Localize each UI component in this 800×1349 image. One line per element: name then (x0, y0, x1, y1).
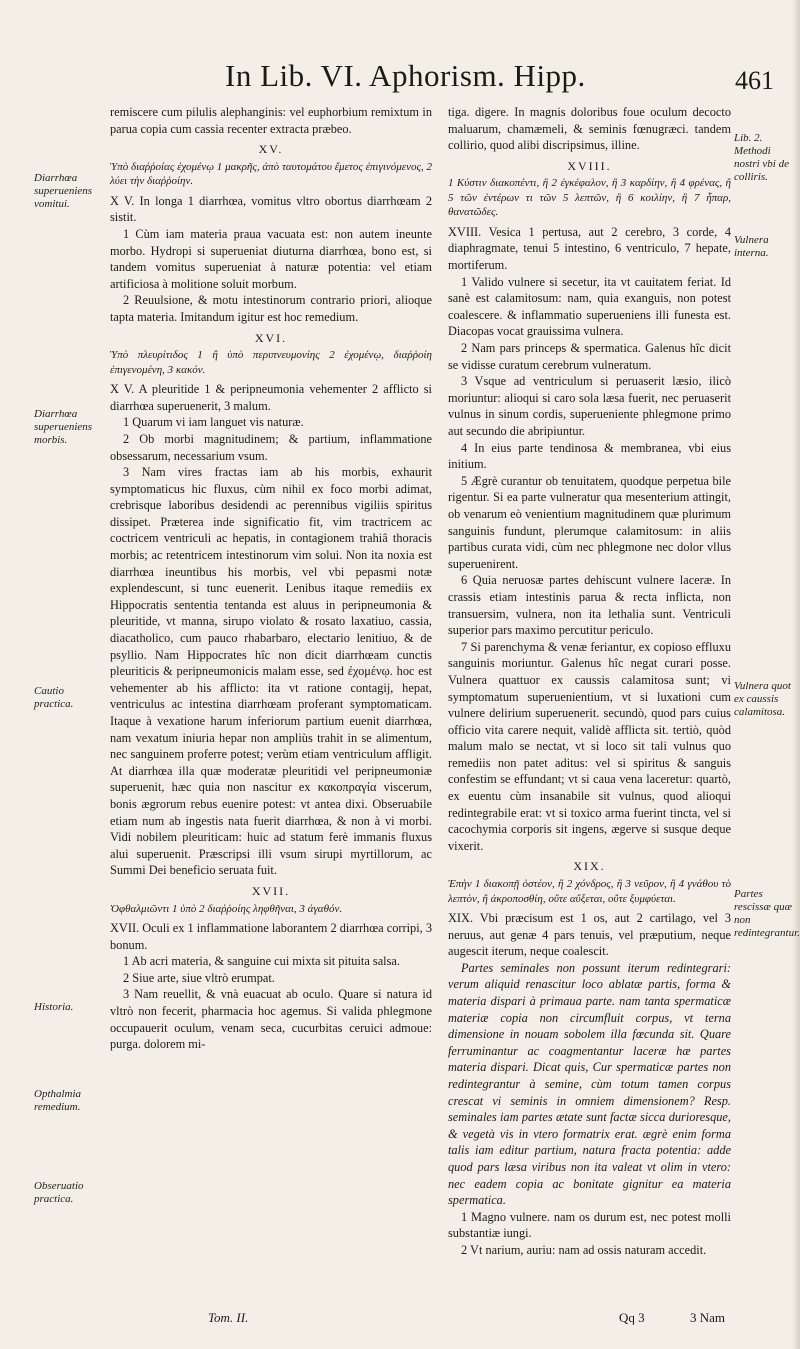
margin-note: Diarrhœa superueniens vomitui. (34, 172, 93, 210)
margin-note: Lib. 2. Methodi nostri vbi de colliris. (734, 132, 789, 183)
commentary-paragraph: 3 Vsque ad ventriculum si peruaserit læsio, ilicò moriuntur: alioqui si caro sola læsa fuerit, nec peruaserit vulnus in sinum cordis, superueniente phlegmone primo aut secundo die abripiuntur. (448, 374, 731, 438)
commentary-paragraph: 4 In eius parte tendinosa & membranea, vbi eius initium. (448, 440, 731, 472)
greek-aphorism-text: 1 Κύστιν διακοπέντι, ἢ 2 ἐγκέφαλον, ἢ 3 καρδίην, ἢ 4 φρένας, ἢ 5 τῶν ἐντέρων τι τῶν 5 λεπτῶν, ἢ 6 κοιλίην, ἢ 7 ἧπαρ, θανατῶδες. (448, 177, 731, 219)
greek-aphorism-text: Ὑπὸ διαῤῥοίας ἐχομένῳ 1 μακρῆς, ἀπὸ ταυτομάτου ἔμετος ἐπιγινόμενος, 2 λύει τὴν διαῤῥοίην. (110, 160, 432, 188)
margin-note: Cautio practica. (34, 685, 74, 710)
greek-aphorism-text: Ὀφθαλμιῶντι 1 ὑπὸ 2 διαῤῥοίης ληφθῆναι, 3 ἀγαθόν. (110, 902, 343, 915)
page-edge (792, 0, 800, 1349)
page-header (0, 58, 800, 98)
commentary-paragraph: 2 Reuulsione, & motu intestinorum contrario priori, alioque tapta materia. Imitandum igitur est hoc remedium. (110, 293, 432, 324)
commentary-paragraph: 2 Nam pars princeps & spermatica. Galenus hîc dicit se vidisse curatum cerebrum vulneratum. (448, 341, 731, 372)
commentary-paragraph: 7 Si parenchyma & venæ feriantur, ex copioso effluxu sanguinis moriuntur. Galenus hîc negat curari posse. Vulnera quattuor ex caussis calamitosa sunt; vi symptomatum superuenientium, vt si luxationi cum vulnere delirium superuenerit. secundò, quod pars cuius officio vita carere nequit, validè afflicta sit. tertiò, quòd malum malo se nectat, vt si loco sit tali vulnus quo remediis non patet aditus: vel si spiritus & sanguis confestim se effundant; vt si caua vena laceretur: quartò, ex euentu cùm insanabile sit vulnus, quod alioqui redintegrabile erat: vt si toxico arma fuerint tincta, vel si cacochymia corporis sit ingens, ægerve si susque deque vixerit. (448, 639, 731, 853)
aphorism-number: XVII. (251, 883, 291, 898)
commentary-paragraph: 2 Vt narium, auriu: nam ad ossis naturam accedit. (461, 1242, 707, 1257)
commentary-paragraph: 1 Ab acri materia, & sanguine cui mixta sit pituita salsa. (123, 954, 400, 969)
running-title: In Lib. VI. Aphorism. Hipp. (225, 58, 586, 93)
commentary-paragraph: XVIII. Vesica 1 pertusa, aut 2 cerebro, 3 corde, 4 diaphragmate, tenui 5 intestino, 6 ventriculo, 7 hepate, mortiferum. (448, 224, 731, 273)
commentary-paragraph: 3 Nam vires fractas iam ab his morbis, exhaurit symptomaticus hic fluxus, cùm nihil ex foco morbi adimat, crebrisque laboribus desidendi ac perennibus vigiliis spiritus dissipet. Præterea inde significatio fit, vim tractricem ac coctricem ventriculi ac hepatis, in contagionem trahiâ thoracis morbis; ac retentricem intestinorum vim solui. Non ita noxia est diarrhœa ineuntibus his morbis, vel vbi pepasmi notæ explendescunt, si tunc euenerit. Lenibus itaque remediis ex Hippocratis sententia tentanda est aluus in peripneumonia & pleuritide, vt manna, sirupo violato & rosato laxatiuo, cassia, diacatholico, cum pauco rhabarbaro, electario lenitiuo, & de psyllio. Nam Hippocrates hîc non dicit diarrhœam cunctis pleuriticis & peripneumonicis malam esse, sed ἐχομένῳ. hoc est vehementer ab his afflicto: ita vt ratione contagij, hepat, ventriculus ac intestina diarrhœam proferant symptomaticam. Itaque à vexatione harum inferiorum partium euenit diarrhœa, nam vexatum iniuria hepar non ampliùs trahit in se alimentum, nec sanguinem proferre potest; verùm etiam ventriculum affligit. At diarrhœa illa quæ moderatæ pleuritidi vel peripneumoniæ superuenit, hæc quia non nascitur ex κακοπραγία viscerum, bonis ægrorum rebus euenire potest: vt antea dixi. Obseruabile etiam num ab ingestis nata fuerit diarrhœa, & non à vi morbi. Vidi nobilem pleuriticam: huic ad statum ferè immanis fluxus alui superuenit. Præscripsi illi vsum sirupi myrtillorum, ac Summi Dei beneficio seruata fuit. (110, 465, 432, 878)
catchword: 3 Nam (690, 1310, 726, 1325)
commentary-paragraph: 6 Quia neruosæ partes dehiscunt vulnere laceræ. In crassis etiam intestinis parua & recta inflicta, non transuersim, vulnera, non ita lethalia sunt. Ventriculi superior pars maximo percutitur periculo. (448, 573, 731, 638)
gathering-mark: Qq 3 (619, 1310, 645, 1325)
margin-note: Obseruatio practica. (34, 1180, 84, 1205)
commentary-paragraph: 5 Ægrè curantur ob tenuitatem, quodque perpetua bile rigentur. Si ea parte vulneratur qua mesenterium attingit, ob venarum eò venientium magnitudinem quæ plurimum sanguinis fundunt, plerumque calamitosum: in aliis partibus curata vidi, cùm nec phlegmone nec dolor vllus superuenirent. (448, 473, 731, 571)
commentary-paragraph: 1 Magno vulnere. nam os durum est, nec potest molli substantiæ iungi. (448, 1209, 731, 1241)
commentary-paragraph: X V. In longa 1 diarrhœa, vomitus vltro obortus diarrhœam 2 sistit. (110, 193, 432, 225)
right-text-column (448, 104, 731, 1259)
margin-note: Vulnera interna. (734, 234, 769, 259)
margin-note: Vulnera quot ex caussis calamitosa. (734, 680, 791, 718)
commentary-paragraph: 2 Siue arte, siue vltrò erumpat. (123, 970, 275, 985)
page-footer (0, 1310, 800, 1330)
margin-note: Diarrhœa superueniens morbis. (34, 408, 93, 446)
margin-note: Historia. (34, 1001, 74, 1013)
commentary-paragraph: remiscere cum pilulis alephanginis: vel euphorbium remixtum in parua copia cum cassia recenter extracta præbeo. (110, 105, 432, 136)
commentary-paragraph: 2 Ob morbi magnitudinem; & partium, inflammatione obsessarum, necessarium vsum. (110, 431, 432, 463)
volume-signature: Tom. II. (208, 1310, 249, 1325)
page-number: 461 (735, 66, 774, 95)
left-text-column (110, 104, 432, 1053)
aphorism-number: XVI. (254, 330, 288, 345)
commentary-paragraph: tiga. digere. In magnis doloribus foue oculum decocto maluarum, chamæmeli, & seminis fœnugræci. tandem collirio, quod alibi discripsimus, illine. (448, 105, 731, 153)
commentary-paragraph: Partes seminales non possunt iterum redintegrari: verum aliquid renascitur loco ablatæ partis, forma & materia dispari à primaua parte. nam tanta spermaticæ materiæ copia non circumfluit corpus, vt terna dimensione in nouam sobolem illa fœcunda sit. Quare ferruminantur ac coagmentantur laceræ hæ partes materia dispari. Dicat quis, Cur spermaticæ partes non redintegrantur à semine, cùm totum tamen corpus crescat vi seminis in omniem dimensionem? Resp. seminales iam partes ætate sunt factæ sicca durioresque, & vegetà vis in vtero formatrix erat. ægrè enim forma talis iam editur partium, natura fracta potentia: adde quod pars læsa viribus non ita valeat vt olim in vtero: nec eadem copia ac bonitate gignitur ea materia spermatica. (448, 960, 731, 1208)
commentary-paragraph: 3 Nam reuellit, & vnà euacuat ab oculo. Quare si natura id vltrò non fecerit, pharmacia hoc agemus. Si valida phlegmone occupauerit oculum, venam seca, cucurbitas ceruici admoue: purga. dolorem mi- (110, 987, 432, 1052)
aphorism-number: XIX. (573, 859, 606, 874)
aphorism-number: XV. (258, 142, 284, 157)
commentary-paragraph: X V. A pleuritide 1 & peripneumonia vehementer 2 afflicto si diarrhœa superuenerit, 3 malum. (110, 382, 432, 413)
aphorism-number: XVIII. (567, 158, 612, 173)
commentary-paragraph: 1 Cùm iam materia praua vacuata est: non autem ineunte morbo. Hydropi si superueniat diuturna diarrhœa, bono est, si tandem vomitus superueniat à naturæ potentia: vel etiam artificiosa à molitione soluit morbum. (110, 226, 432, 291)
commentary-paragraph: XIX. Vbi præcisum est 1 os, aut 2 cartilago, vel 3 neruus, aut genæ 4 pars tenuis, vel præputium, neque augescit iterum, neque coalescit. (448, 911, 731, 959)
greek-aphorism-text: Ὑπὸ πλευρίτιδος 1 ἢ ὑπὸ περιπνευμονίης 2 ἐχομένῳ, διαῤῥοίη ἐπιγενομένη, 3 κακόν. (110, 349, 432, 376)
margin-note: Partes rescissæ quæ non redintegrantur. (734, 888, 800, 939)
commentary-paragraph: 1 Valido vulnere si secetur, ita vt cauitatem feriat. Id sanè est calamitosum: nam, quia exanguis, non potest coalescere. & inflammatio superueniens illi funesta est. Diacopas vocat grauissima vulnera. (448, 274, 731, 339)
commentary-paragraph: 1 Quarum vi iam languet vis naturæ. (123, 415, 304, 430)
greek-aphorism-text: Ἐπὴν 1 διακοπῇ ὀστέον, ἢ 2 χόνδρος, ἢ 3 νεῦρον, ἢ 4 γνάθου τὸ λεπτὸν, ἢ ἀκροποσθίη, οὔτε αὔξεται, οὔτε ξυμφύεται. (448, 878, 731, 905)
margin-note: Opthalmia remedium. (34, 1088, 82, 1113)
commentary-paragraph: XVII. Oculi ex 1 inflammatione laborantem 2 diarrhœa corripi, 3 bonum. (110, 921, 432, 952)
